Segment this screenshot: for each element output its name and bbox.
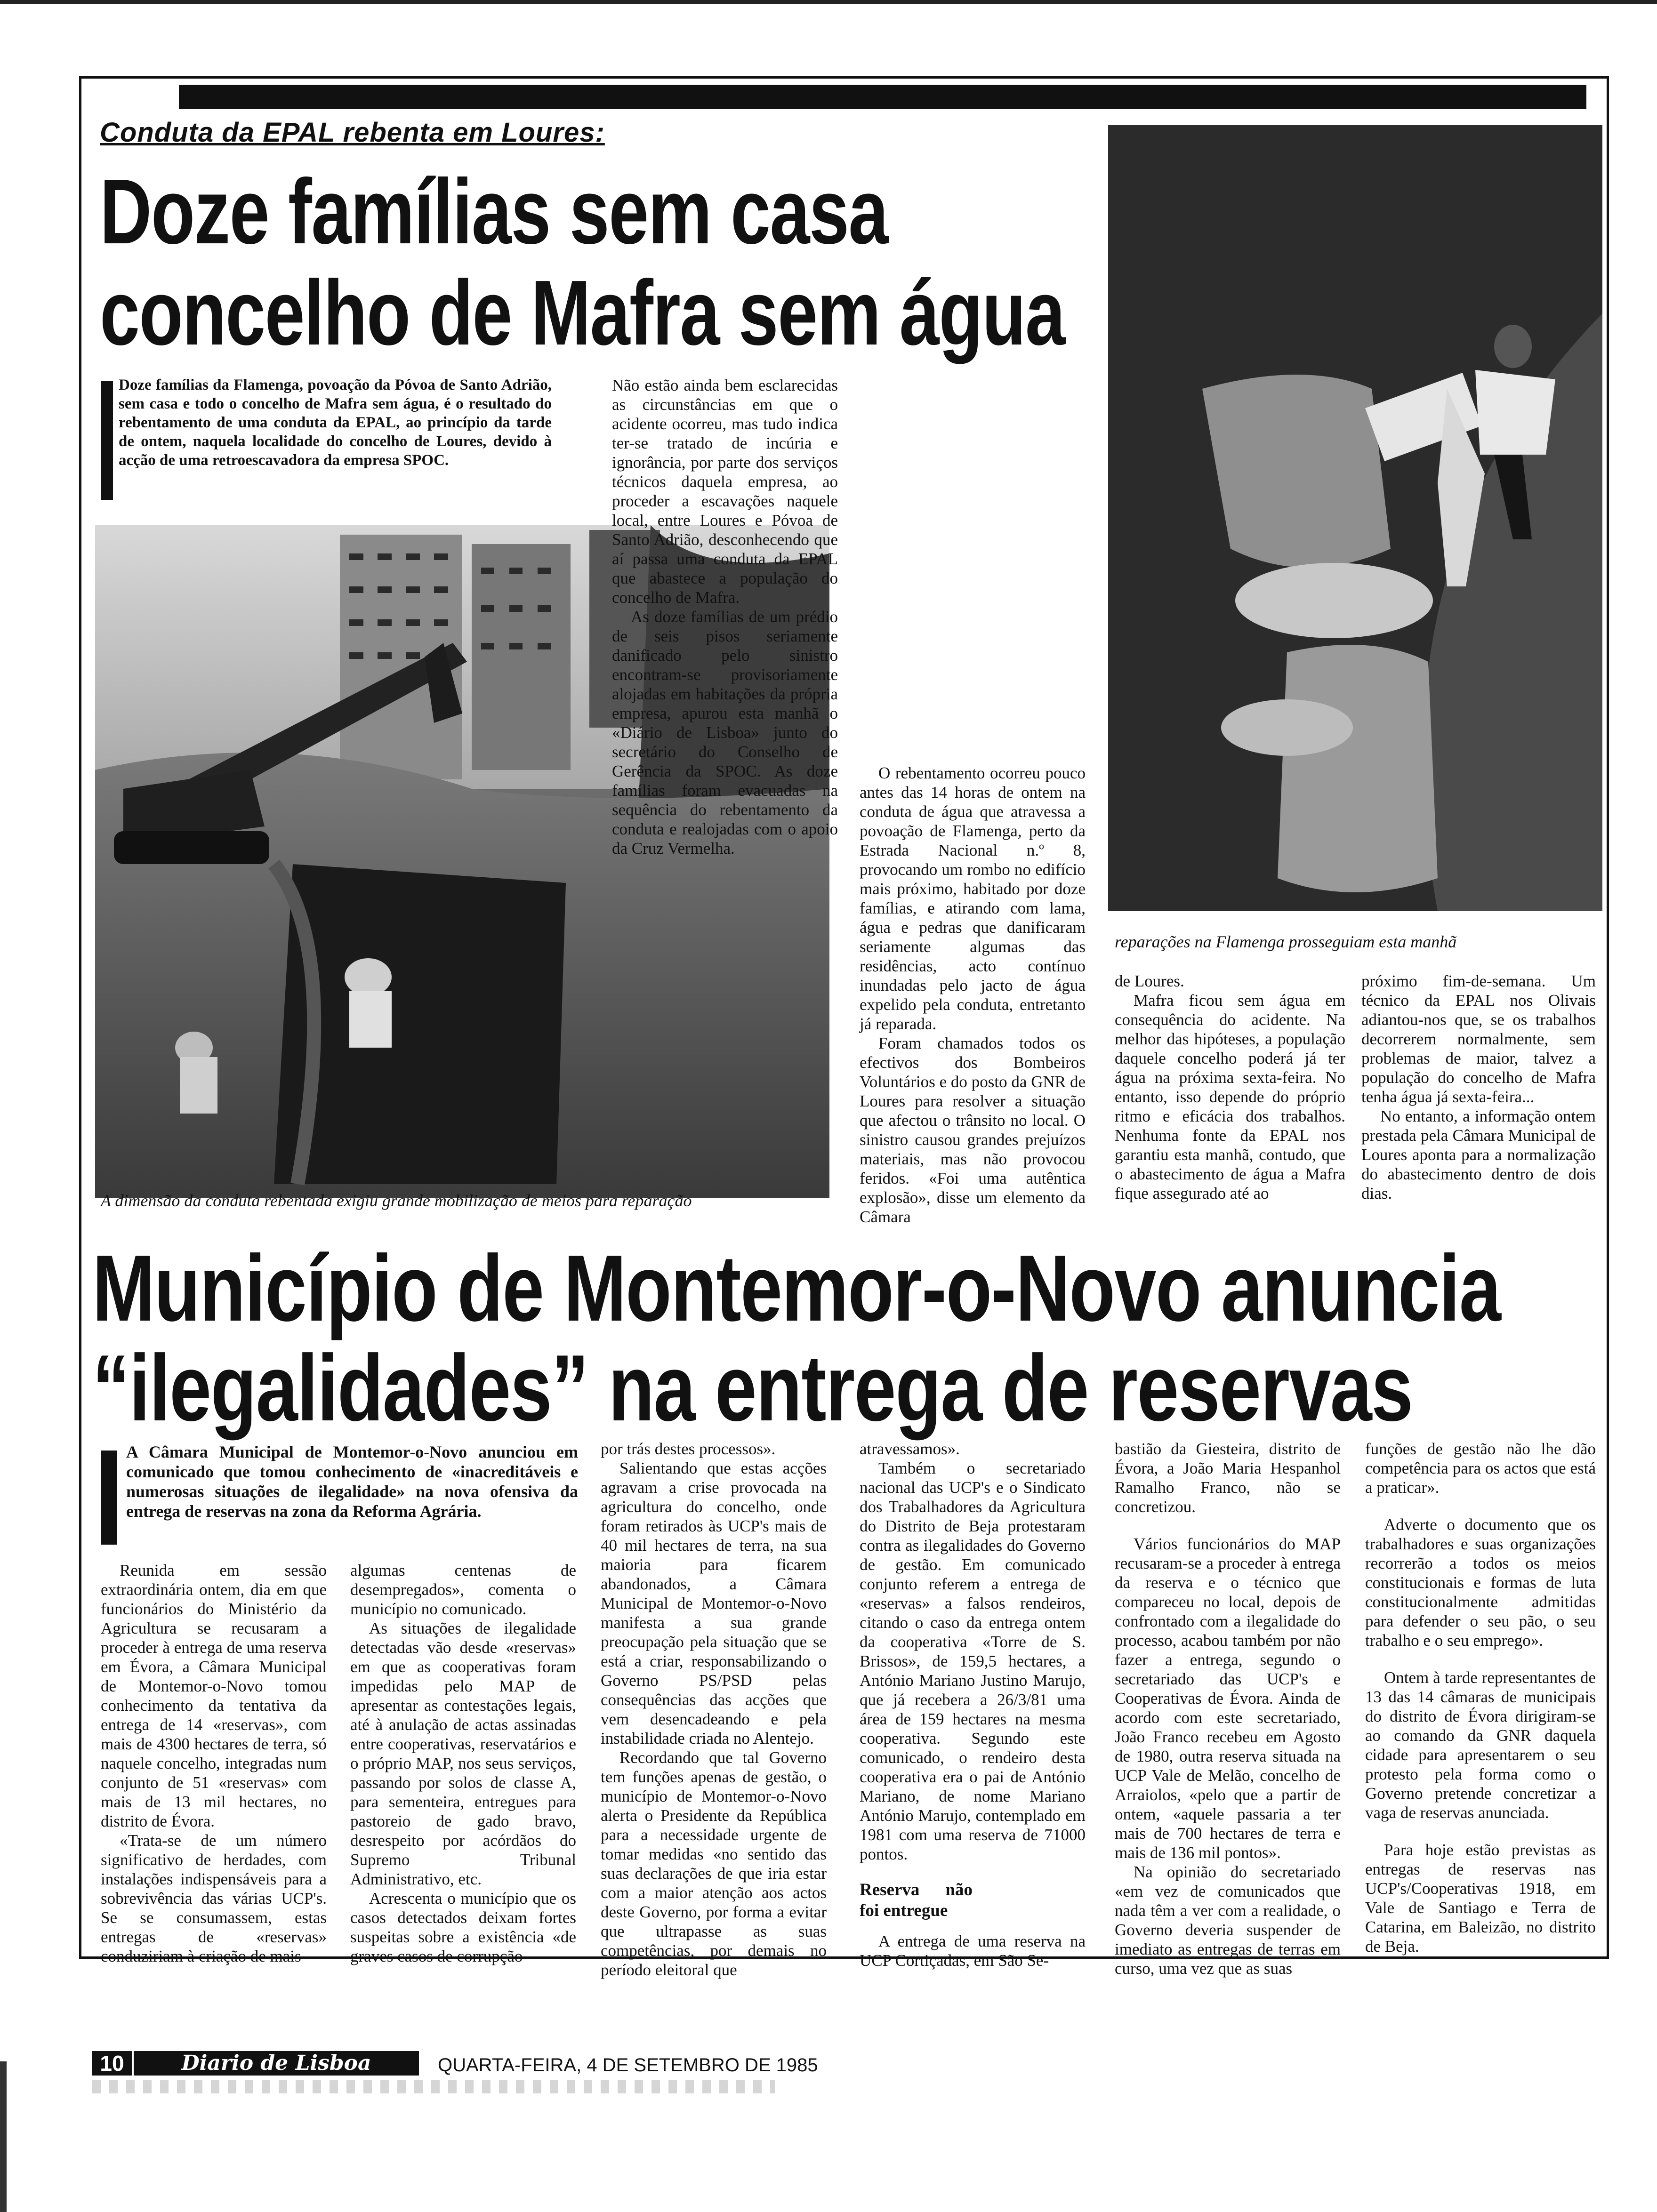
article-2-col-1 [101, 1561, 327, 1966]
paragraph: Reunida em sessão extraordinária ontem, dia em que funcionários do Ministério da Agricultura se recusaram a proceder à entrega de uma reserva em Évora, a Câmara Municipal de Montemor-o-Novo tomou conhecimento da tentativa da entrega de 14 «reservas», com mais de 4300 hectares de terra, só naquele concelho, integradas num conjunto de 51 «reservas» com mais de 13 mil hectares, no distrito de Évora. [101, 1561, 327, 1830]
paragraph: A entrega de uma reserva na UCP Cortiçadas, em São Se- [860, 1932, 1086, 1970]
paragraph: Adverte o documento que os trabalhadores e suas organizações recorrerão a todos os meios constitucionais e formas de luta constitucionalmente admitidas para defender o seu pão, o seu trabalho e o seu emprego». [1365, 1515, 1596, 1650]
lead-bar [101, 1451, 117, 1545]
article-2-col-3 [601, 1439, 827, 1980]
paragraph: Salientando que estas acções agravam a crise provocada na agricultura do concelho, onde foram retirados às UCP's mais de 40 mil hectares de terra, na sua maioria para ficarem abandonados, a Câmara Municipal de Montemor-o-Novo manifesta a sua grande preocupação pela situação que se está a criar, responsabilizando o Governo PS/PSD pelas consequências das acções que vem desencadeando e pela instabilidade criada no Alentejo. [601, 1459, 827, 1747]
caption-left: A dimensão da conduta rebentada exigiu grande mobilização de meios para reparação [101, 1191, 692, 1210]
paragraph: Mafra ficou sem água em consequência do acidente. Na melhor das hipóteses, a população daquele concelho poderá já ter água na próxima sexta-feira. No entanto, isso depende do próprio ritmo e eficácia dos trabalhos. Nenhuma fonte da EPAL nos garantiu esta manhã, contudo, que o abastecimento de água a Mafra fique assegurado até ao [1115, 991, 1345, 1202]
paragraph: Ontem à tarde representantes de 13 das 14 câmaras de municipais do distrito de Évora dirigiram-se ao comando da GNR daquela cidade para apresentarem o seu protesto pela forma como o Governo pretende concretizar a vaga de reservas anunciada. [1365, 1668, 1596, 1822]
photo-pipe-repair [1108, 125, 1602, 911]
paragraph: As doze famílias de um prédio de seis pisos seriamente danificado pelo sinistro encontram-se provisoriamente alojadas em habitações da própria empresa, apurou esta manhã o «Diário de Lisboa» junto do secretário do Conselho de Gerência da SPOC. As doze famílias foram evacuadas na sequência do rebentamento da conduta e realojadas com o apoio da Cruz Vermelha. [612, 608, 838, 858]
photo-pipe-repair-graphic [1108, 125, 1602, 911]
article-2-lead: A Câmara Municipal de Montemor-o-Novo anunciou em comunicado que tomou conhecimento de «inacreditáveis e numerosas situações de ilegalidade» na nova ofensiva da entrega de reservas na zona da Reforma Agrária. [126, 1443, 578, 1521]
article-1-col-5 [1361, 971, 1596, 1203]
paragraph: Foram chamados todos os efectivos dos Bombeiros Voluntários e do posto da GNR de Loures para resolver a situação que afectou o trânsito no local. O sinistro causou grandes prejuízos materiais, mas não provocou feridos. «Foi uma autêntica explosão», disse um elemento da Câmara [860, 1034, 1086, 1226]
caption-right: reparações na Flamenga prosseguiam esta manhã [1115, 932, 1457, 951]
paragraph: funções de gestão não lhe dão competência para os actos que está a praticar». [1365, 1440, 1596, 1497]
article-2-col-2 [350, 1561, 576, 1966]
subhead-reserva: Reserva não foi entregue [860, 1880, 973, 1920]
kicker: Conduta da EPAL rebenta em Loures: [100, 117, 605, 148]
paragraph: Não estão ainda bem esclarecidas as circunstâncias em que o acidente ocorreu, mas tudo indica ter-se tratado de incúria e ignorância, por parte dos serviços técnicos daquela empresa, ao proceder a escavações naquele local, entre Loures e Póvoa de Santo Adrião, desconhecendo que aí passa uma conduta da EPAL que abastece a população do concelho de Mafra. [612, 376, 838, 607]
headline-1-line-2: concelho de Mafra sem água [100, 261, 1065, 364]
paragraph: Vários funcionários do MAP recusaram-se a proceder à entrega da reserva e o técnico que compareceu no local, depois de confrontado com a ilegalidade do processo, acabou também por não fazer a entrega, segundo o secretariado das UCP's e Cooperativas de Évora. Ainda de acordo com este secretariado, João Franco recebeu em Agosto de 1980, outra reserva situada na UCP Vale de Melão, concelho de Arraiolos, «pelo que a partir de ontem, «aquele passaria a ter mais de 700 hectares de terra e mais de 136 mil pontos». [1115, 1535, 1341, 1862]
paragraph: Acrescenta o município que os casos detectados deixam fortes suspeitas sobre a existência «de graves casos de corrupção [350, 1889, 576, 1965]
paragraph: bastião da Giesteira, distrito de Évora, a João Maria Hespanhol Ramalho Franco, não se concretizou. [1115, 1440, 1341, 1516]
paragraph: «Trata-se de um número significativo de herdades, com instalações indispensáveis para a sobrevivência das várias UCP's. Se se consumassem, estas entregas de «reservas» conduziriam à criação de mais [101, 1831, 327, 1965]
paragraph: de Loures. [1115, 972, 1184, 990]
article-2-col-5 [1115, 1439, 1341, 1978]
article-2-col-4 [860, 1439, 1086, 1970]
paragraph: No entanto, a informação ontem prestada pela Câmara Municipal de Loures aponta para a normalização do abastecimento dentro de dois dias. [1361, 1107, 1596, 1202]
scan-smudge [92, 2080, 775, 2093]
paragraph: algumas centenas de desempregados», comenta o município no comunicado. [350, 1561, 576, 1618]
paragraph: O rebentamento ocorreu pouco antes das 14 horas de ontem na conduta de água que atravessa a povoação de Flamenga, perto da Estrada Nacional n.º 8, provocando um rombo no edifício mais próximo, habitado por doze famílias, e atirando com lama, água e pedras que danificaram seriamente algumas das residências, acto contínuo inundadas pelo jacto de água expelido pela conduta, entretanto já reparada. [860, 764, 1086, 1033]
page-number: 10 [92, 2051, 132, 2076]
headline-2-line-1: Município de Montemor-o-Novo anuncia [92, 1236, 1501, 1341]
article-1-col-2 [612, 376, 838, 858]
article-1-col-4 [1115, 971, 1345, 1203]
lead-bar [101, 381, 113, 500]
paragraph: Recordando que tal Governo tem funções apenas de gestão, o município de Montemor-o-Novo alerta o Presidente da República para a necessidade urgente de tomar medidas «no sentido das suas declarações de que iria estar com a maior atenção aos actos deste Governo, por forma a evitar que ultrapasse as suas competências, por demais no período eleitoral que [601, 1748, 827, 1979]
section-bar [179, 85, 1586, 109]
article-2-col-6 [1365, 1439, 1596, 1956]
paragraph: As situações de ilegalidade detectadas vão desde «reservas» em que as cooperativas foram impedidas pelo MAP de apresentar as contestações legais, até à anulação de actas assinadas entre cooperativas, reservatários e o próprio MAP, nos seus serviços, passando por solos de classe A, para sementeira, entregues para pastoreio de gado bravo, desrespeito por acórdãos do Supremo Tribunal Administrativo, etc. [350, 1619, 576, 1888]
paragraph: Na opinião do secretariado «em vez de comunicados que nada têm a ver com a realidade, o Governo deveria suspender de imediato as entregas de terras em curso, uma vez que as suas [1115, 1863, 1341, 1978]
article-1-col-3 [860, 745, 1086, 1226]
scan-top-edge [0, 0, 1657, 4]
article-1-lead: Doze famílias da Flamenga, povoação da Póvoa de Santo Adrião, sem casa e todo o concelho de Mafra sem água, é o resultado do rebentamento de uma conduta da EPAL, ao princípio da tarde de ontem, naquela localidade do concelho de Loures, devido à acção de uma retroescavadora da empresa SPOC. [119, 377, 552, 469]
paragraph: Também o secretariado nacional das UCP's e o Sindicato dos Trabalhadores da Agricultura do Distrito de Beja protestaram contra as ilegalidades do Governo de gestão. Em comunicado conjunto referem a entrega de «reservas» a falsos rendeiros, citando o caso da entrega ontem da cooperativa «Torre de S. Brissos», de 159,5 hectares, a António Mariano Justino Marujo, que já recebera a 26/3/81 uma área de 159 hectares na mesma cooperativa. Segundo este comunicado, o rendeiro desta cooperativa era o pai de António Mariano, de nome Mariano António Marujo, contemplado em 1981 com uma reserva de 71000 pontos. [860, 1459, 1086, 1863]
paragraph: por trás destes processos». [601, 1440, 776, 1458]
headline-2-line-2: “ilegalidades” na entrega de reservas [92, 1336, 1413, 1441]
headline-1-line-1: Doze famílias sem casa [100, 160, 888, 263]
paragraph: próximo fim-de-semana. Um técnico da EPAL nos Olivais adiantou-nos que, se os trabalhos decorrerem normalmente, sem problemas de maior, talvez a população do concelho de Mafra tenha água já sexta-feira... [1361, 972, 1596, 1106]
scan-left-edge [0, 2061, 7, 2212]
paragraph: Para hoje estão previstas as entregas de reservas nas UCP's/Cooperativas 1918, em Vale de Santiago e Terra de Catarina, em Baleizão, no distrito de Beja. [1365, 1841, 1596, 1956]
paragraph: atravessamos». [860, 1440, 960, 1458]
issue-date: QUARTA-FEIRA, 4 DE SETEMBRO DE 1985 [438, 2055, 818, 2076]
masthead-logo: Diario de Lisboa [134, 2051, 419, 2076]
